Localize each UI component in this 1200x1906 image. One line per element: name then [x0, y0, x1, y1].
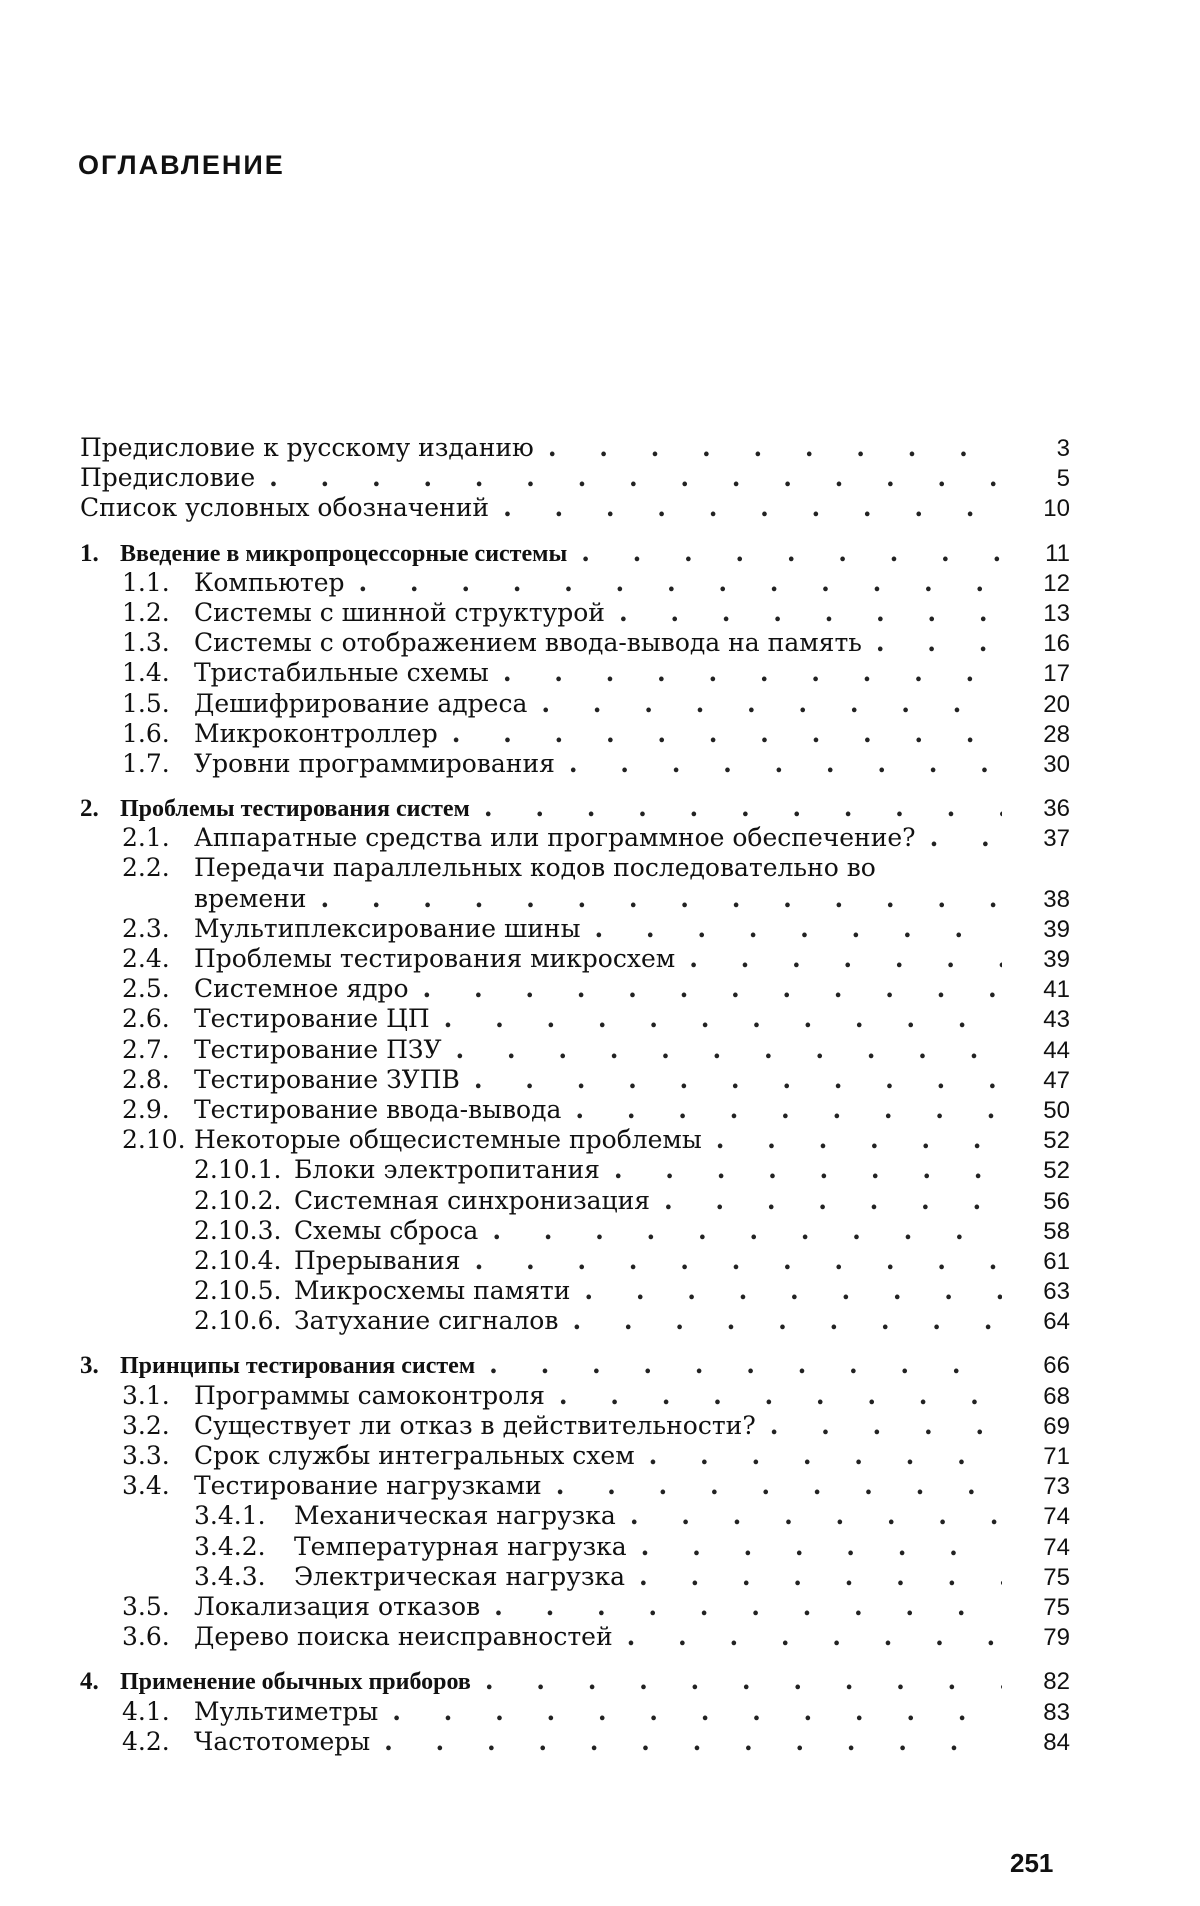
toc-entry	[80, 1276, 1070, 1306]
dot-leader	[320, 884, 1002, 914]
dot-leader	[392, 1697, 1002, 1727]
toc-entry-number: 3.4.3.	[194, 1561, 266, 1591]
table-of-contents	[80, 433, 1070, 1757]
toc-entry-title: Введение в микропроцессорные системы	[120, 540, 568, 567]
dot-leader	[556, 1471, 1002, 1501]
toc-entry-number: 3.2.	[122, 1410, 170, 1440]
toc-entry-title: Тестирование ЗУПВ	[194, 1064, 460, 1094]
dot-leader	[444, 1004, 1002, 1034]
dot-leader	[475, 1246, 1002, 1276]
dot-leader	[559, 1381, 1002, 1411]
toc-entry-page: 30	[1043, 750, 1070, 778]
toc-entry-page: 12	[1043, 569, 1070, 597]
toc-entry	[80, 598, 1070, 628]
toc-entry-title: Аппаратные средства или программное обеспечение?	[194, 823, 916, 853]
dot-leader	[581, 538, 1002, 568]
toc-entry-title: Тестирование ввода-вывода	[194, 1094, 562, 1124]
toc-entry-page: 75	[1043, 1563, 1070, 1591]
toc-entry	[80, 538, 1070, 568]
dot-leader	[503, 658, 1002, 688]
toc-entry-number: 2.6.	[122, 1004, 170, 1034]
toc-entry-page: 74	[1043, 1533, 1070, 1561]
toc-entry-number: 2.3.	[122, 913, 170, 943]
dot-leader	[930, 823, 1002, 853]
dot-leader	[664, 1186, 1002, 1216]
dot-leader	[359, 568, 1002, 598]
toc-entry-title: Температурная нагрузка	[294, 1531, 627, 1561]
toc-entry	[80, 974, 1070, 1004]
toc-entry-title: Локализация отказов	[194, 1591, 481, 1621]
toc-entry-number: 1.3.	[122, 628, 170, 658]
toc-entry-page: 66	[1043, 1352, 1070, 1380]
dot-leader	[485, 1666, 1002, 1696]
toc-entry-number: 3.1.	[122, 1380, 170, 1410]
dot-leader	[456, 1035, 1002, 1065]
toc-entry-title: Проблемы тестирования микросхем	[194, 944, 676, 973]
dot-leader	[627, 1622, 1002, 1652]
dot-leader	[639, 1562, 1002, 1592]
toc-entry	[80, 1065, 1070, 1095]
toc-entry	[80, 1727, 1070, 1757]
toc-entry-page: 71	[1043, 1443, 1070, 1470]
dot-leader	[541, 689, 1002, 719]
dot-leader	[584, 1276, 1002, 1306]
toc-entry	[80, 1441, 1070, 1471]
toc-entry-page: 3	[1056, 435, 1070, 462]
toc-entry-number: 2.10.3.	[194, 1215, 282, 1245]
dot-leader	[716, 1125, 1002, 1155]
toc-entry-title: Список условных обозначений	[80, 493, 490, 523]
page-number: 251	[1010, 1848, 1054, 1878]
dot-leader	[595, 914, 1003, 944]
toc-entry-page: 5	[1056, 465, 1070, 493]
toc-entry-page: 74	[1043, 1503, 1070, 1531]
dot-leader	[689, 944, 1002, 974]
toc-entry-title: Схемы сброса	[294, 1215, 479, 1245]
toc-entry	[80, 944, 1070, 974]
toc-entry-title: Существует ли отказ в действительности?	[194, 1410, 756, 1440]
toc-entry-page: 79	[1043, 1624, 1070, 1652]
toc-entry-number: 3.3.	[122, 1441, 170, 1470]
toc-entry	[80, 749, 1070, 779]
toc-entry-page: 61	[1043, 1247, 1070, 1275]
toc-entry	[80, 1155, 1070, 1185]
toc-entry	[80, 433, 1070, 463]
toc-entry	[80, 1186, 1070, 1216]
dot-leader	[384, 1727, 1002, 1757]
toc-entry-number: 2.10.	[122, 1125, 186, 1155]
toc-entry-title: Предисловие к русскому изданию	[80, 433, 534, 462]
toc-entry-number: 3.4.	[122, 1471, 170, 1501]
toc-entry-page: 63	[1043, 1278, 1070, 1306]
toc-entry-number: 4.1.	[122, 1696, 170, 1726]
toc-entry	[80, 1246, 1070, 1276]
toc-entry-number: 1.1.	[122, 567, 170, 597]
toc-entry-page: 38	[1043, 885, 1070, 913]
toc-entry-title: Дешифрирование адреса	[194, 688, 528, 718]
toc-entry-page: 36	[1043, 795, 1070, 823]
toc-entry-page: 69	[1043, 1412, 1070, 1440]
toc-entry	[80, 568, 1070, 598]
dot-leader	[572, 1306, 1002, 1336]
toc-entry	[80, 1381, 1070, 1411]
toc-entry-number: 2.8.	[122, 1064, 170, 1094]
toc-entry	[80, 658, 1070, 688]
toc-entry-title: Проблемы тестирования систем	[120, 796, 470, 823]
toc-entry	[80, 1562, 1070, 1592]
dot-leader	[770, 1411, 1002, 1441]
toc-entry-number: 1.4.	[122, 658, 170, 688]
toc-entry-number: 2.10.5.	[194, 1276, 282, 1306]
toc-entry-title: Тестирование нагрузками	[194, 1471, 542, 1501]
toc-entry	[80, 1035, 1070, 1065]
toc-entry	[80, 493, 1070, 523]
toc-entry	[80, 914, 1070, 944]
toc-entry-number: 2.10.6.	[194, 1306, 282, 1336]
toc-entry	[80, 1501, 1070, 1531]
toc-entry-page: 11	[1045, 539, 1070, 567]
toc-entry	[80, 689, 1070, 719]
toc-entry-number: 1.6.	[122, 718, 170, 748]
toc-entry-title: Тестирование ПЗУ	[194, 1034, 442, 1064]
toc-entry-title: Системы с отображением ввода-вывода на память	[194, 628, 862, 658]
dot-leader	[548, 433, 1002, 463]
toc-entry-number: 2.9.	[122, 1094, 170, 1124]
toc-entry-title: Системная синхронизация	[294, 1185, 651, 1215]
toc-entry	[80, 1471, 1070, 1501]
toc-entry-number: 4.2.	[122, 1726, 170, 1756]
toc-entry	[80, 1666, 1070, 1696]
toc-entry	[80, 1125, 1070, 1155]
dot-leader	[494, 1592, 1002, 1622]
toc-entry-page: 20	[1043, 690, 1070, 718]
toc-entry-title: Блоки электропитания	[294, 1155, 600, 1185]
dot-leader	[876, 628, 1002, 658]
toc-entry-page: 84	[1043, 1728, 1070, 1756]
dot-leader	[489, 1350, 1002, 1380]
toc-entry-page: 83	[1043, 1698, 1070, 1726]
toc-entry-page: 68	[1043, 1382, 1070, 1410]
toc-entry-title: Системное ядро	[194, 974, 409, 1004]
toc-entry-number: 3.5.	[122, 1591, 170, 1621]
toc-entry-number: 2.4.	[122, 944, 170, 973]
toc-entry-number: 2.	[80, 795, 99, 823]
page-title: ОГЛАВЛЕНИЕ	[78, 150, 285, 180]
toc-entry-number: 1.2.	[122, 597, 170, 627]
dot-leader	[484, 793, 1002, 823]
toc-entry-title: Тристабильные схемы	[194, 658, 489, 688]
toc-entry-number: 3.	[80, 1352, 99, 1380]
toc-entry	[80, 719, 1070, 749]
toc-entry	[80, 853, 1070, 883]
toc-entry-page: 17	[1043, 660, 1070, 688]
toc-entry-number: 1.5.	[122, 688, 170, 718]
toc-entry-page: 44	[1043, 1036, 1070, 1064]
toc-entry-title: Мультиметры	[194, 1696, 379, 1726]
toc-entry-page: 39	[1043, 946, 1070, 973]
toc-entry-title: Применение обычных приборов	[120, 1669, 471, 1696]
toc-entry	[80, 1411, 1070, 1441]
toc-entry-page: 37	[1043, 825, 1070, 853]
toc-entry-title: Некоторые общесистемные проблемы	[194, 1125, 702, 1155]
dot-leader	[269, 463, 1002, 493]
dot-leader	[474, 1065, 1002, 1095]
toc-entry	[80, 1697, 1070, 1727]
toc-entry	[80, 1216, 1070, 1246]
dot-leader	[423, 974, 1002, 1004]
dot-leader	[630, 1501, 1002, 1531]
toc-entry-number: 4.	[80, 1668, 99, 1696]
toc-entry-title: Электрическая нагрузка	[294, 1561, 626, 1591]
toc-entry-page: 52	[1043, 1127, 1070, 1155]
toc-entry-number: 2.2.	[122, 853, 170, 883]
toc-entry-title: Механическая нагрузка	[294, 1501, 616, 1531]
toc-entry-title: Предисловие	[80, 463, 256, 493]
toc-entry-number: 2.1.	[122, 823, 170, 853]
toc-entry	[80, 884, 1070, 914]
dot-leader	[569, 749, 1002, 779]
toc-entry	[80, 1622, 1070, 1652]
toc-entry-page: 82	[1043, 1668, 1070, 1696]
toc-entry-title: Микроконтроллер	[194, 718, 438, 748]
toc-entry-number: 2.10.4.	[194, 1245, 282, 1275]
toc-entry-title: Мультиплексирование шины	[194, 913, 581, 943]
dot-leader	[641, 1532, 1002, 1562]
toc-entry-page: 73	[1043, 1473, 1070, 1501]
toc-entry-page: 13	[1043, 599, 1070, 627]
toc-entry-title: Затухание сигналов	[294, 1306, 559, 1336]
toc-entry	[80, 1350, 1070, 1380]
toc-entry	[80, 1532, 1070, 1562]
toc-entry-title: Тестирование ЦП	[194, 1004, 430, 1034]
toc-entry-number: 2.10.1.	[194, 1155, 282, 1185]
dot-leader	[614, 1155, 1002, 1185]
toc-entry-page: 64	[1043, 1308, 1070, 1336]
toc-entry-title: Передачи параллельных кодов последовательно во	[194, 853, 876, 883]
dot-leader	[649, 1441, 1002, 1471]
toc-entry-title: Частотомеры	[194, 1726, 371, 1756]
toc-entry	[80, 823, 1070, 853]
toc-entry-page: 47	[1043, 1066, 1070, 1094]
toc-entry-page: 10	[1043, 495, 1070, 523]
toc-entry-page: 75	[1043, 1593, 1070, 1621]
toc-entry-number: 2.10.2.	[194, 1185, 282, 1215]
toc-entry-title: Уровни программирования	[194, 748, 555, 778]
dot-leader	[452, 719, 1002, 749]
toc-entry-title: Принципы тестирования систем	[120, 1353, 476, 1380]
dot-leader	[575, 1095, 1002, 1125]
toc-entry-title: Дерево поиска неисправностей	[194, 1622, 613, 1652]
toc-entry-title: Микросхемы памяти	[294, 1276, 571, 1306]
toc-entry-title: Компьютер	[194, 567, 345, 597]
dot-leader	[503, 493, 1002, 523]
toc-entry-page: 16	[1043, 630, 1070, 658]
toc-entry	[80, 1095, 1070, 1125]
toc-entry-title: Системы с шинной структурой	[194, 597, 605, 627]
toc-entry-number: 2.5.	[122, 974, 170, 1004]
toc-entry-title: времени	[194, 883, 307, 913]
toc-entry-page: 39	[1043, 915, 1070, 943]
toc-entry-title: Программы самоконтроля	[194, 1380, 545, 1410]
toc-entry	[80, 628, 1070, 658]
toc-entry-title: Срок службы интегральных схем	[194, 1441, 635, 1470]
dot-leader	[619, 598, 1002, 628]
toc-entry-title: Прерывания	[294, 1245, 461, 1275]
toc-entry-number: 1.7.	[122, 748, 170, 778]
toc-entry-page: 52	[1043, 1157, 1070, 1185]
toc-entry-page: 58	[1043, 1217, 1070, 1245]
toc-entry-number: 3.4.2.	[194, 1531, 266, 1561]
toc-entry-page: 41	[1043, 976, 1070, 1004]
dot-leader	[492, 1216, 1002, 1246]
toc-entry-number: 1.	[80, 539, 99, 567]
toc-entry-page: 28	[1043, 720, 1070, 748]
toc-entry-number: 3.4.1.	[194, 1501, 266, 1531]
toc-entry-page: 50	[1043, 1096, 1070, 1124]
toc-entry	[80, 1004, 1070, 1034]
toc-entry	[80, 463, 1070, 493]
toc-entry-number: 2.7.	[122, 1034, 170, 1064]
toc-entry	[80, 1592, 1070, 1622]
toc-entry	[80, 793, 1070, 823]
toc-entry-page: 43	[1043, 1006, 1070, 1034]
toc-entry	[80, 1306, 1070, 1336]
toc-entry-number: 3.6.	[122, 1622, 170, 1652]
toc-entry-page: 56	[1043, 1187, 1070, 1215]
